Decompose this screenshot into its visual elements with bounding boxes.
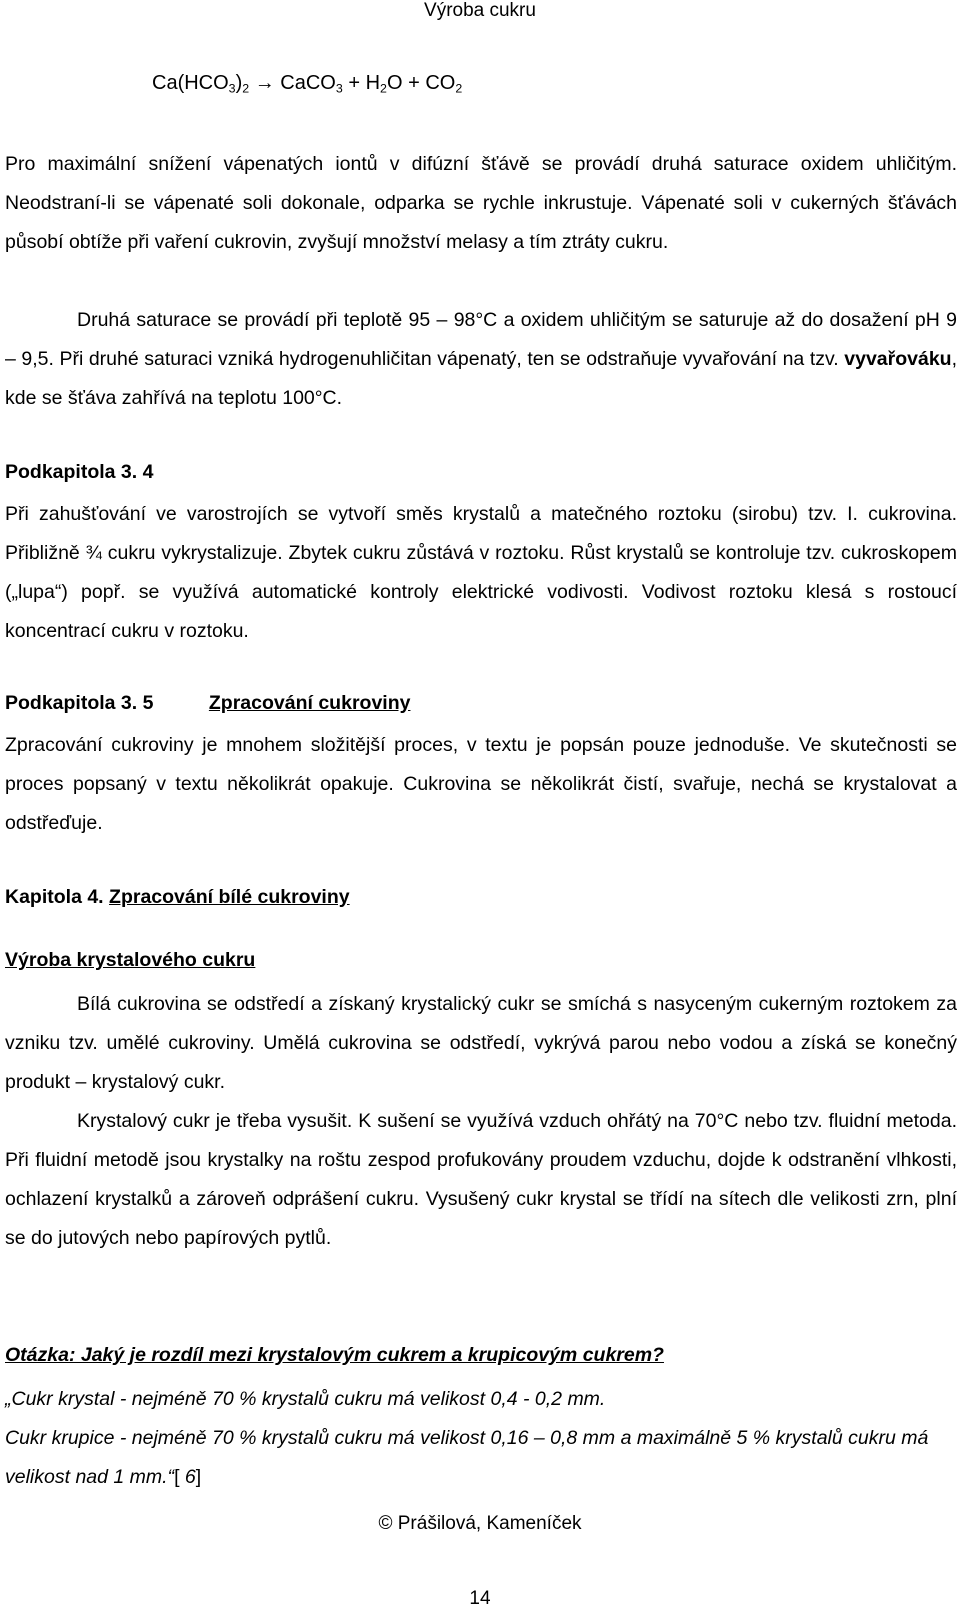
question-heading: Otázka: Jaký je rozdíl mezi krystalovým cukrem a krupicovým cukrem? [5, 1344, 664, 1366]
paragraph-second-saturation: Druhá saturace se provádí při teplotě 95 – 98°C a oxidem uhličitým se saturuje až do dosažení pH 9 – 9,5. Při druhé saturaci vzniká hydrogenuhličitan vápenatý, ten se odstraňuje vyvařování na tzv. vyvařováku, kde se šťáva zahřívá na teplotu 100°C. [5, 309, 957, 409]
page-number: 14 [469, 1588, 491, 1609]
reaction-arrow: → [254, 72, 275, 94]
term-vyvarovak: vyvařováku [844, 348, 952, 370]
paragraph-section-3-4: Při zahušťování ve varostrojích se vytvoří směs krystalů a matečného roztoku (sirobu) tzv. I. cukrovina. Přibližně ¾ cukru vykrystalizuje. Zbytek cukru zůstává v roztoku. Růst krystalů se kontroluje tzv. cukroskopem („lupa“) popř. se využívá automatické kontroly elektrické vodivosti. Vodivost roztoku klesá s rostoucí koncentrací cukru v roztoku. [5, 503, 957, 642]
chemical-equation: $Ca(HCO_3)_2$ → CaCO$_3$ + $H_2O + CO_2$ [152, 72, 463, 96]
heading-section-3-4: Podkapitola 3. 4 [5, 461, 154, 483]
paragraph-section-3-5: Zpracování cukroviny je mnohem složitější proces, v textu je popsán pouze jednoduše. Ve skutečnosti se proces popsaný v textu několikrát opakuje. Cukrovina se několikrát čistí, svařuje, nechá se krystalovat a odstřeďuje. [5, 734, 957, 834]
answer-line-1: „Cukr krystal - nejméně 70 % krystalů cukru má velikost 0,4 - 0,2 mm. [5, 1388, 606, 1410]
paragraph-saturation: Pro maximální snížení vápenatých iontů v difúzní šťávě se provádí druhá saturace oxidem uhličitým. Neodstraní-li se vápenaté soli dokonale, odparka se rychle inkrustuje. Vápenaté soli v cukerných šťávách působí obtíže při vaření cukrovin, zvyšují množství melasy a tím ztráty cukru. [5, 153, 957, 253]
running-header [0, 0, 960, 22]
paragraph-crystal-sugar-2: Krystalový cukr je třeba vysušit. K sušení se využívá vzduch ohřátý na 70°C nebo tzv. fluidní metoda. Při fluidní metodě jsou krystalky na roštu zespod profukovány proudem vzduchu, dojde k odstranění vlhkosti, ochlazení krystalků a zároveň odprášení cukru. Vysušený cukr krystal se třídí na sítech dle velikosti zrn, plní se do jutových nebo papírových pytlů. [5, 1110, 957, 1249]
header-title: Výroba cukru [424, 0, 536, 21]
section-3-5-title: Zpracování cukroviny [208, 692, 411, 714]
footer-copyright: © Prášilová, Kameníček [378, 1513, 582, 1534]
heading-chapter-4: Kapitola 4. Zpracování bílé cukroviny [5, 886, 350, 908]
paragraph-crystal-sugar-1: Bílá cukrovina se odstředí a získaný krystalický cukr se smíchá s nasyceným cukerným roztokem za vzniku tzv. umělé cukroviny. Umělá cukrovina se odstředí, vykrývá parou nebo vodou a získá se konečný produkt – krystalový cukr. [5, 993, 957, 1093]
chapter-4-title: Zpracování bílé cukroviny [109, 886, 350, 908]
heading-crystal-sugar: Výroba krystalového cukru [5, 949, 256, 971]
citation: [ 6] [174, 1466, 202, 1488]
heading-section-3-5: Podkapitola 3. 5 Zpracování cukroviny [5, 692, 411, 714]
answer-line-2: Cukr krupice - nejméně 70 % krystalů cukru má velikost 0,16 – 0,8 mm a maximálně 5 % krystalů cukru má velikost nad 1 mm.“[ 6] [5, 1427, 929, 1488]
